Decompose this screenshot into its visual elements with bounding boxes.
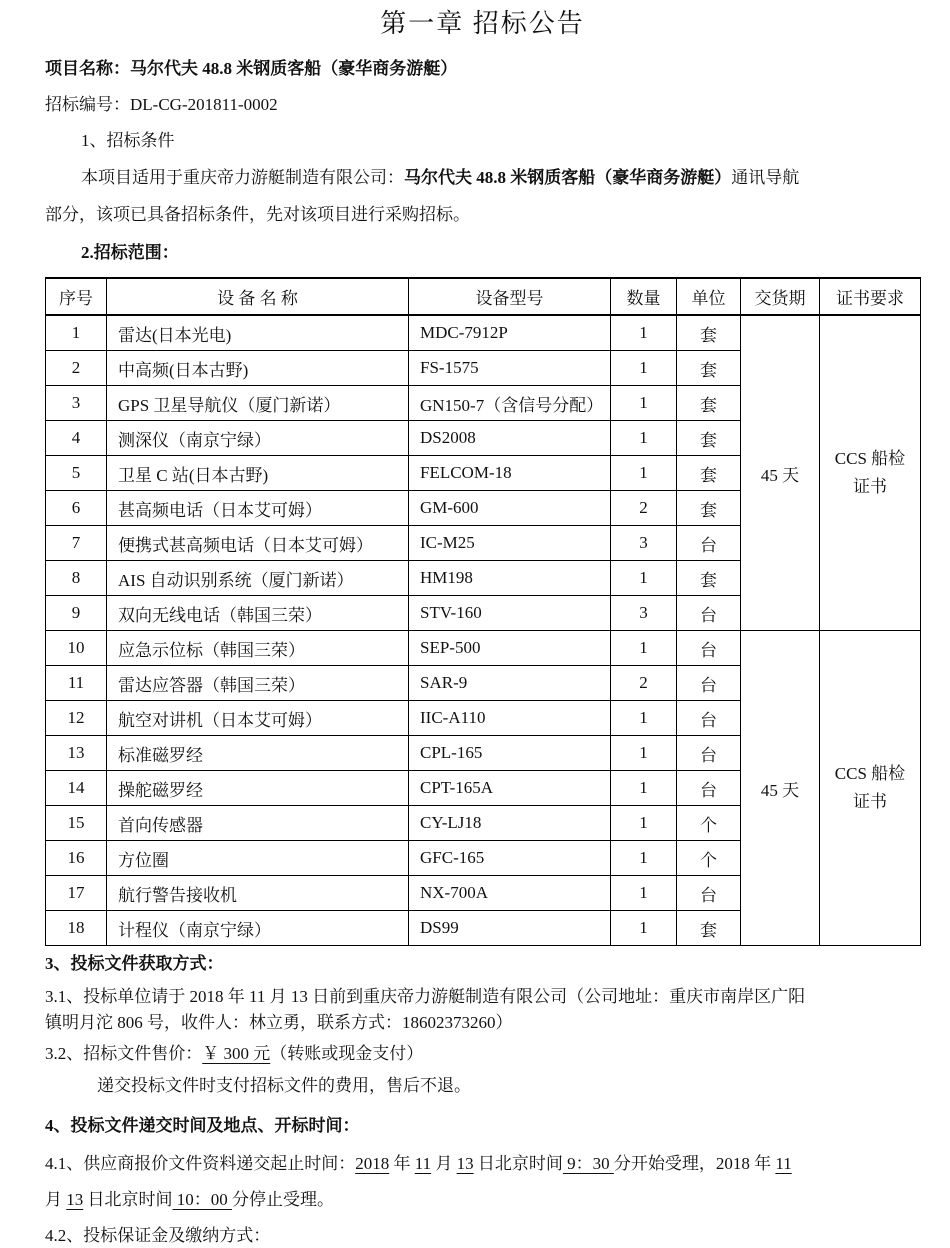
cell-seq: 11 <box>46 666 107 701</box>
cell-name: 甚高频电话（日本艾可姆） <box>107 491 409 526</box>
section3-item32 <box>45 1042 920 1066</box>
cell-qty: 1 <box>611 876 677 911</box>
equipment-table-header-row <box>46 278 921 315</box>
cell-seq: 10 <box>46 631 107 666</box>
cell-seq: 7 <box>46 526 107 561</box>
cell-qty: 1 <box>611 631 677 666</box>
cell-unit: 台 <box>677 771 741 806</box>
cell-model: SEP-500 <box>409 631 611 666</box>
cell-unit: 台 <box>677 596 741 631</box>
column-header: 序号 <box>46 278 107 315</box>
cell-seq: 14 <box>46 771 107 806</box>
equipment-table-body <box>46 315 921 946</box>
project-name-line: 项目名称：马尔代夫 48.8 米钢质客船（豪华商务游艇） <box>45 59 458 78</box>
cell-model: IIC-A110 <box>409 701 611 736</box>
cell-seq: 12 <box>46 701 107 736</box>
table-row <box>46 631 921 666</box>
section4-item41-line2 <box>45 1188 920 1212</box>
column-header: 设备型号 <box>409 278 611 315</box>
column-header: 交货期 <box>741 278 820 315</box>
cell-qty: 1 <box>611 351 677 386</box>
cell-name: 应急示位标（韩国三荣） <box>107 631 409 666</box>
cell-model: SAR-9 <box>409 666 611 701</box>
text-segment: 分开始受理，2018 年 <box>613 1154 776 1173</box>
cell-qty: 1 <box>611 806 677 841</box>
cell-unit: 套 <box>677 351 741 386</box>
text-segment: 年 <box>389 1154 415 1173</box>
tender-number-line: 招标编号：DL-CG-201811-0002 <box>45 95 278 114</box>
cell-qty: 1 <box>611 701 677 736</box>
cell-qty: 3 <box>611 596 677 631</box>
text-segment: 月 <box>431 1154 457 1173</box>
cell-unit: 套 <box>677 561 741 596</box>
section4-item41-line1 <box>45 1152 920 1176</box>
cell-unit: 套 <box>677 421 741 456</box>
section3-item31 <box>45 984 920 1036</box>
cell-seq: 16 <box>46 841 107 876</box>
text-segment: 月 <box>45 1190 67 1209</box>
cell-name: 雷达(日本光电) <box>107 315 409 351</box>
cell-qty: 2 <box>611 491 677 526</box>
cell-model: FELCOM-18 <box>409 456 611 491</box>
cell-qty: 1 <box>611 421 677 456</box>
column-header: 数量 <box>611 278 677 315</box>
cell-qty: 1 <box>611 561 677 596</box>
underlined-text: 9：30 <box>562 1154 614 1173</box>
cell-delivery-period: 45 天 <box>741 631 820 946</box>
table-row <box>46 315 921 351</box>
cell-model: GM-600 <box>409 491 611 526</box>
cell-seq: 15 <box>46 806 107 841</box>
text-segment: 日北京时间 <box>473 1154 563 1173</box>
cell-qty: 1 <box>611 386 677 421</box>
cell-unit: 台 <box>677 736 741 771</box>
cell-unit: 套 <box>677 911 741 946</box>
cell-model: GN150-7（含信号分配） <box>409 386 611 421</box>
cell-name: 标准磁罗经 <box>107 736 409 771</box>
cell-seq: 13 <box>46 736 107 771</box>
cell-unit: 台 <box>677 876 741 911</box>
cell-certificate: CCS 船检证书 <box>820 631 921 946</box>
underlined-text: 11 <box>414 1154 432 1173</box>
cell-unit: 个 <box>677 841 741 876</box>
underlined-text: 13 <box>66 1190 84 1209</box>
cell-model: CPT-165A <box>409 771 611 806</box>
cell-seq: 18 <box>46 911 107 946</box>
column-header: 证书要求 <box>820 278 921 315</box>
text-segment: 3.2、招标文件售价： <box>45 1044 203 1063</box>
cell-seq: 5 <box>46 456 107 491</box>
text-segment: 本项目适用于重庆帝力游艇制造有限公司： <box>81 168 404 187</box>
cell-model: GFC-165 <box>409 841 611 876</box>
section3-item31-line2: 镇明月沱 806 号，收件人：林立勇，联系方式：18602373260） <box>45 1013 513 1032</box>
underlined-text: 11 <box>775 1154 792 1173</box>
cell-unit: 台 <box>677 526 741 561</box>
cell-name: 计程仪（南京宁绿） <box>107 911 409 946</box>
cell-model: FS-1575 <box>409 351 611 386</box>
cell-model: IC-M25 <box>409 526 611 561</box>
cell-qty: 1 <box>611 736 677 771</box>
cell-name: 航空对讲机（日本艾可姆） <box>107 701 409 736</box>
section2-heading: 2.招标范围： <box>81 243 179 262</box>
cell-qty: 1 <box>611 771 677 806</box>
cell-name: 测深仪（南京宁绿） <box>107 421 409 456</box>
cell-qty: 3 <box>611 526 677 561</box>
cell-unit: 套 <box>677 456 741 491</box>
column-header: 单位 <box>677 278 741 315</box>
cell-name: 卫星 C 站(日本古野) <box>107 456 409 491</box>
cell-name: 便携式甚高频电话（日本艾可姆） <box>107 526 409 561</box>
cell-unit: 套 <box>677 386 741 421</box>
cell-unit: 套 <box>677 315 741 351</box>
underlined-text: 10：00 <box>172 1190 232 1209</box>
cell-model: DS2008 <box>409 421 611 456</box>
cell-model: CPL-165 <box>409 736 611 771</box>
section1-heading: 1、招标条件 <box>81 131 175 150</box>
text-segment: 分停止受理。 <box>232 1190 334 1209</box>
section4-item42: 4.2、投标保证金及缴纳方式： <box>45 1226 271 1245</box>
cell-certificate: CCS 船检证书 <box>820 315 921 631</box>
underlined-text: 2018 <box>355 1154 390 1173</box>
cell-qty: 1 <box>611 456 677 491</box>
section1-paragraph-line2: 部分，该项已具备招标条件，先对该项目进行采购招标。 <box>45 205 470 224</box>
cell-name: 航行警告接收机 <box>107 876 409 911</box>
text-segment: （转账或现金支付） <box>270 1044 424 1063</box>
cell-qty: 1 <box>611 911 677 946</box>
column-header: 设 备 名 称 <box>107 278 409 315</box>
cell-name: GPS 卫星导航仪（厦门新诺） <box>107 386 409 421</box>
cell-unit: 台 <box>677 666 741 701</box>
cell-name: 双向无线电话（韩国三荣） <box>107 596 409 631</box>
cell-seq: 17 <box>46 876 107 911</box>
section3-item31-line1: 3.1、投标单位请于 2018 年 11 月 13 日前到重庆帝力游艇制造有限公司（公司地址：重庆市南岸区广阳 <box>45 987 806 1006</box>
chapter-title: 第一章 招标公告 <box>380 9 585 38</box>
cell-seq: 3 <box>46 386 107 421</box>
bold-text: 马尔代夫 48.8 米钢质客船（豪华商务游艇） <box>404 168 732 187</box>
cell-name: 中高频(日本古野) <box>107 351 409 386</box>
section1-paragraph-line1 <box>45 166 920 190</box>
underlined-text: 13 <box>456 1154 474 1173</box>
section4-heading: 4、投标文件递交时间及地点、开标时间： <box>45 1116 360 1135</box>
cell-unit: 个 <box>677 806 741 841</box>
text-segment: 日北京时间 <box>83 1190 173 1209</box>
cell-seq: 9 <box>46 596 107 631</box>
cell-model: NX-700A <box>409 876 611 911</box>
cell-model: CY-LJ18 <box>409 806 611 841</box>
cell-qty: 1 <box>611 315 677 351</box>
cell-seq: 1 <box>46 315 107 351</box>
section3-heading: 3、投标文件获取方式： <box>45 954 224 973</box>
cell-model: MDC-7912P <box>409 315 611 351</box>
text-segment: 通讯导航 <box>731 168 800 187</box>
section3-payment-note: 递交投标文件时支付招标文件的费用，售后不退。 <box>97 1076 471 1095</box>
cell-name: 雷达应答器（韩国三荣） <box>107 666 409 701</box>
cell-qty: 2 <box>611 666 677 701</box>
cell-name: 首向传感器 <box>107 806 409 841</box>
cell-seq: 6 <box>46 491 107 526</box>
cell-model: STV-160 <box>409 596 611 631</box>
cell-model: DS99 <box>409 911 611 946</box>
cell-qty: 1 <box>611 841 677 876</box>
cell-name: 方位圈 <box>107 841 409 876</box>
equipment-table <box>45 277 921 946</box>
cell-model: HM198 <box>409 561 611 596</box>
cell-seq: 8 <box>46 561 107 596</box>
cell-delivery-period: 45 天 <box>741 315 820 631</box>
cell-seq: 2 <box>46 351 107 386</box>
cell-unit: 台 <box>677 701 741 736</box>
cell-seq: 4 <box>46 421 107 456</box>
underlined-text: ￥ 300 元 <box>202 1044 271 1063</box>
text-segment: 4.1、供应商报价文件资料递交起止时间： <box>45 1154 356 1173</box>
cell-unit: 套 <box>677 491 741 526</box>
cell-unit: 台 <box>677 631 741 666</box>
cell-name: 操舵磁罗经 <box>107 771 409 806</box>
cell-name: AIS 自动识别系统（厦门新诺） <box>107 561 409 596</box>
